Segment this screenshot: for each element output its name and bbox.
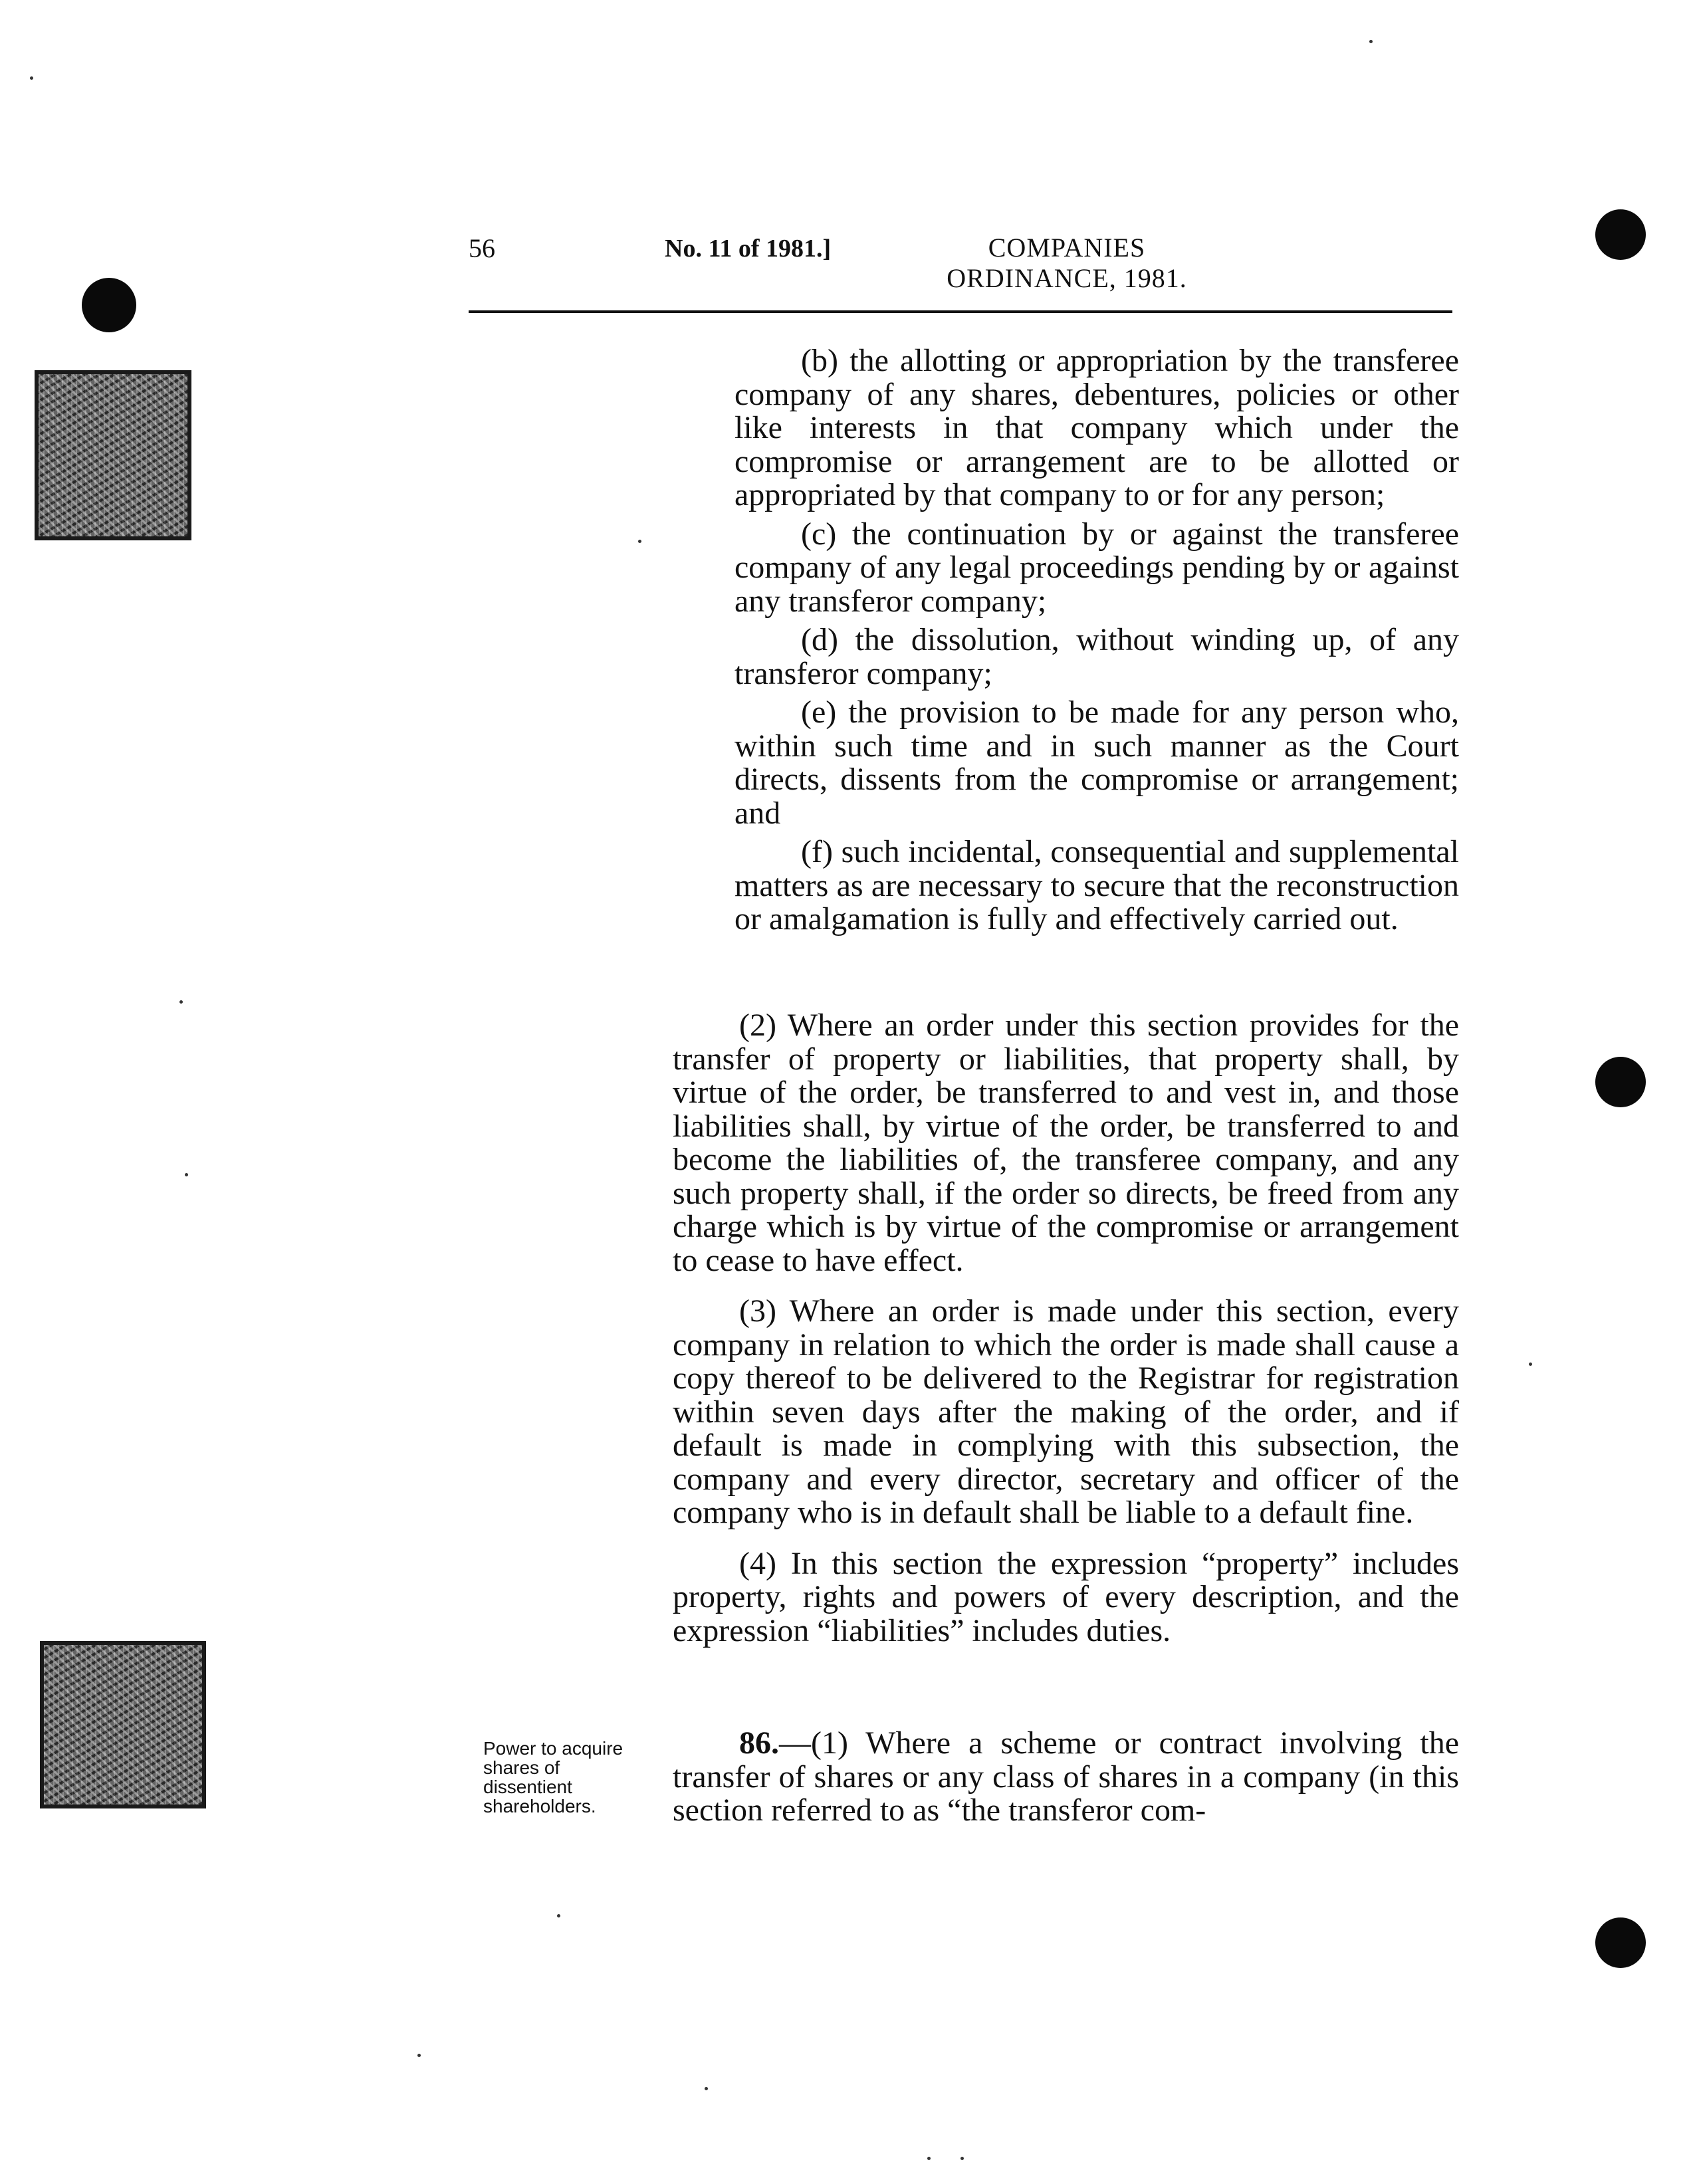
clause-b: (b) the allotting or appropriation by the transferee company of any shares, debentures, policies or other like interests in that company which under the compromise or arrangement are to be allotted or appropriated by that company to or for any person;	[734, 343, 1459, 512]
scan-speck	[1369, 40, 1373, 43]
scan-speck	[30, 76, 33, 80]
section-86-text: —(1) Where a scheme or contract involving the transfer of shares or any class of shares in a company (in this section referred to as “the transferor com-	[673, 1725, 1459, 1828]
clause-f: (f) such incidental, consequential and supplemental matters as are necessary to secure that the reconstruction or amalgamation is fully and effectively carried out.	[734, 834, 1459, 936]
binder-hole-right-middle	[1595, 1057, 1646, 1107]
scan-speck	[417, 2054, 421, 2057]
scan-speck	[927, 2157, 931, 2160]
clause-list	[734, 344, 1459, 942]
binder-hole-right-top	[1595, 209, 1646, 260]
scan-speck	[705, 2087, 708, 2090]
section-86	[673, 1727, 1459, 1828]
scan-noise-patch-bottom	[40, 1641, 206, 1808]
scan-speck	[557, 1914, 560, 1917]
scan-noise-patch-top	[35, 370, 191, 540]
clause-e: (e) the provision to be made for any person who, within such time and in such manner as the Court directs, dissents from the compromise or arrangement; and	[734, 695, 1459, 831]
header-rule	[469, 310, 1452, 313]
binder-hole-right-bottom	[1595, 1917, 1646, 1968]
page-number: 56	[469, 233, 495, 263]
binder-hole-left-top	[82, 278, 136, 332]
section-86-paragraph	[673, 1727, 1459, 1828]
section-86-number: 86.	[739, 1725, 779, 1761]
clause-d: (d) the dissolution, without winding up, of any transferor company;	[734, 622, 1459, 691]
scan-speck	[185, 1173, 188, 1176]
subsection-3: (3) Where an order is made under this section, every company in relation to which the order is made shall cause a copy thereof to be delivered to the Registrar for registration within seven days after the making of the order, and if default is made in complying with this subsection, the company and every director, secretary and officer of the company who is in default shall be liable to a default fine.	[673, 1293, 1459, 1530]
subsection-2: (2) Where an order under this section provides for the transfer of property or liabilities, that property shall, by virtue of the order, be transferred to and vest in, and those liabilities shall, by virtue of the order, be transferred to and become the liabilities of, the transferee company, and any such property shall, if the order so directs, be freed from any charge which is by virtue of the compromise or arrangement to cease to have effect.	[673, 1008, 1459, 1278]
subsection-4: (4) In this section the expression “property” includes property, rights and powers of every description, and the expression “liabilities” includes duties.	[673, 1545, 1459, 1648]
scan-speck	[638, 540, 641, 543]
act-number: No. 11 of 1981.]	[665, 235, 832, 263]
scan-speck	[960, 2157, 964, 2160]
clause-c: (c) the continuation by or against the transferee company of any legal proceedings pending by or against any transferor company;	[734, 516, 1459, 619]
running-title: COMPANIES ORDINANCE, 1981.	[947, 233, 1187, 293]
scan-speck	[179, 1000, 183, 1004]
marginal-note: Power to acquire shares of dissentient shareholders.	[483, 1738, 623, 1816]
subsection-list	[673, 1009, 1459, 1665]
scan-speck	[1529, 1363, 1532, 1366]
